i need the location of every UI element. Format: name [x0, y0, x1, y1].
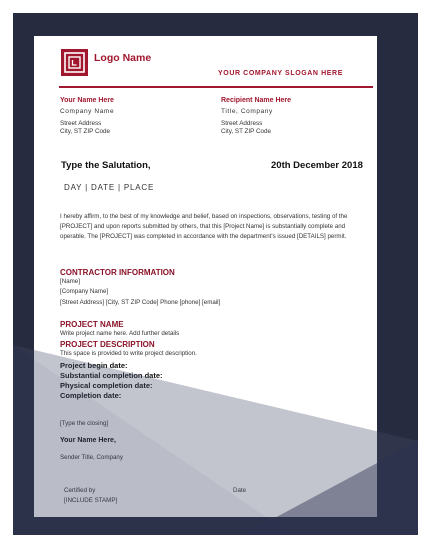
recipient-title: Title, Company — [221, 108, 273, 115]
contractor-company: [Company Name] — [60, 288, 109, 295]
recipient-name: Recipient Name Here — [221, 97, 292, 104]
logo-icon — [61, 49, 88, 76]
header-divider — [59, 86, 373, 88]
contractor-address: [Street Address] [City, ST ZIP Code] Phone [phone] [email] — [60, 299, 221, 306]
project-begin-date: Project begin date: — [60, 361, 128, 370]
contractor-name: [Name] — [60, 278, 80, 285]
recipient-street: Street Address — [221, 120, 263, 127]
sender-company: Company Name — [60, 108, 115, 115]
letter-date: 20th December 2018 — [271, 160, 363, 171]
logo-text: Logo Name — [94, 52, 152, 64]
certified-by-label: Certified by — [64, 487, 96, 494]
substantial-completion-date: Substantial completion date: — [60, 371, 163, 380]
project-description-text: This space is provided to write project description. — [60, 350, 197, 357]
closing-text: [Type the closing] — [60, 420, 109, 427]
day-date-place: DAY | DATE | PLACE — [64, 183, 155, 192]
body-paragraph: I hereby affirm, to the best of my knowledge and belief, based on inspections, observations, testing of the [PROJECT] and upon reports submitted by others, that this [Project Name] is substantially complete and operable. The [PROJECT] was completed in accordance with the department's issued [DETAILS] permit. — [60, 213, 348, 240]
sender-street: Street Address — [60, 120, 102, 127]
closing-name: Your Name Here, — [60, 437, 116, 444]
closing-title: Sender Title, Company — [60, 454, 123, 461]
date-label: Date — [233, 487, 247, 494]
sender-city: City, ST ZIP Code — [60, 128, 111, 135]
stamp-placeholder: [INCLUDE STAMP] — [64, 497, 118, 504]
contractor-heading: CONTRACTOR INFORMATION — [60, 268, 175, 277]
project-description-heading: PROJECT DESCRIPTION — [60, 340, 155, 349]
salutation: Type the Salutation, — [61, 160, 151, 171]
recipient-city: City, ST ZIP Code — [221, 128, 272, 135]
company-slogan: YOUR COMPANY SLOGAN HERE — [218, 70, 343, 77]
physical-completion-date: Physical completion date: — [60, 381, 153, 390]
project-name-text: Write project name here. Add further details — [60, 330, 180, 337]
sender-name: Your Name Here — [60, 97, 114, 104]
project-name-heading: PROJECT NAME — [60, 320, 124, 329]
completion-date: Completion date: — [60, 391, 122, 400]
